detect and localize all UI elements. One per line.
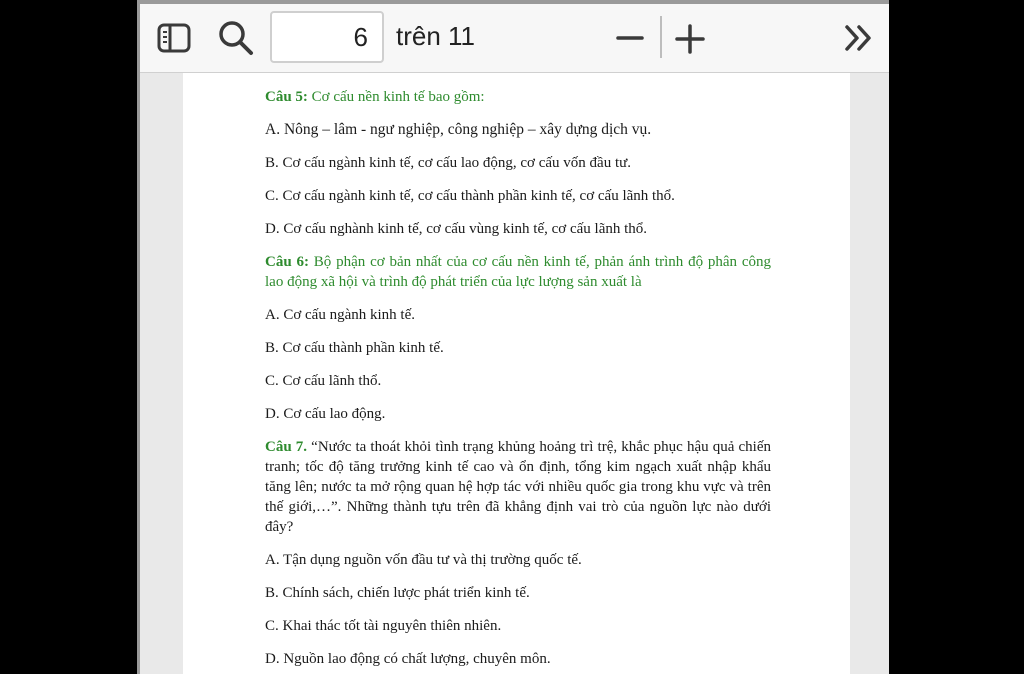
question-label: Câu 7. [265, 439, 308, 455]
toolbar-divider [660, 16, 662, 58]
question-label: Câu 5: [265, 89, 308, 105]
answer-option: D. Cơ cấu lao động. [265, 406, 386, 422]
page-content [265, 87, 771, 674]
zoom-in-button[interactable] [673, 22, 707, 56]
search-button[interactable] [216, 18, 256, 58]
question-6 [265, 252, 771, 292]
minus-icon [615, 23, 645, 53]
answer-option: B. Chính sách, chiến lược phát triển kinh tế. [265, 585, 530, 601]
answer-option: A. Cơ cấu ngành kinh tế. [265, 307, 415, 323]
zoom-out-button[interactable] [614, 22, 646, 54]
question-7 [265, 437, 771, 537]
question-text: “Nước ta thoát khỏi tình trạng khủng hoảng trì trệ, khắc phục hậu quả chiến tranh; tốc độ tăng trưởng kinh tế cao và ổn định, tổng kim ngạch xuất nhập khẩu tăng lên; nước ta mở rộng quan hệ hợp tác với nhiều quốc gia trong khu vực và trên thế giới,…”. Những thành tựu trên đã khẳng định vai trò của nguồn lực nào dưới đây? [265, 439, 771, 535]
answer-option: B. Cơ cấu thành phần kinh tế. [265, 340, 444, 356]
document-page [183, 73, 850, 674]
page-number-input[interactable] [270, 11, 384, 63]
plus-icon [674, 23, 706, 55]
question-text: Bộ phận cơ bản nhất của cơ cấu nền kinh tế, phản ánh trình độ phân công lao động xã hội và trình độ phát triển của lực lượng sản xuất là [265, 254, 771, 290]
answer-option: B. Cơ cấu ngành kinh tế, cơ cấu lao động, cơ cấu vốn đầu tư. [265, 155, 631, 171]
answer-option: C. Cơ cấu lãnh thổ. [265, 373, 382, 389]
double-chevron-right-icon [843, 23, 875, 53]
search-icon [217, 19, 255, 57]
more-tools-button[interactable] [842, 22, 876, 54]
question-label: Câu 6: [265, 254, 309, 270]
answer-option: D. Cơ cấu nghành kinh tế, cơ cấu vùng kinh tế, cơ cấu lãnh thổ. [265, 221, 648, 237]
toolbar [140, 4, 889, 73]
document-scroll-area[interactable] [140, 73, 889, 674]
question-5 [265, 87, 771, 107]
answer-option: C. Cơ cấu ngành kinh tế, cơ cấu thành phần kinh tế, cơ cấu lãnh thổ. [265, 188, 675, 204]
answer-option: C. Khai thác tốt tài nguyên thiên nhiên. [265, 618, 502, 634]
question-text: Cơ cấu nền kinh tế bao gồm: [307, 89, 485, 105]
answer-option: A. Tận dụng nguồn vốn đầu tư và thị trường quốc tế. [265, 552, 582, 568]
sidebar-toggle-icon [156, 22, 192, 54]
sidebar-toggle-button[interactable] [154, 20, 194, 56]
pdf-viewer [137, 0, 889, 674]
page-total: trên 11 [396, 21, 476, 51]
answer-option: D. Nguồn lao động có chất lượng, chuyên môn. [265, 651, 551, 667]
answer-option: A. Nông – lâm - ngư nghiệp, công nghiệp – xây dựng dịch vụ. [265, 121, 652, 138]
